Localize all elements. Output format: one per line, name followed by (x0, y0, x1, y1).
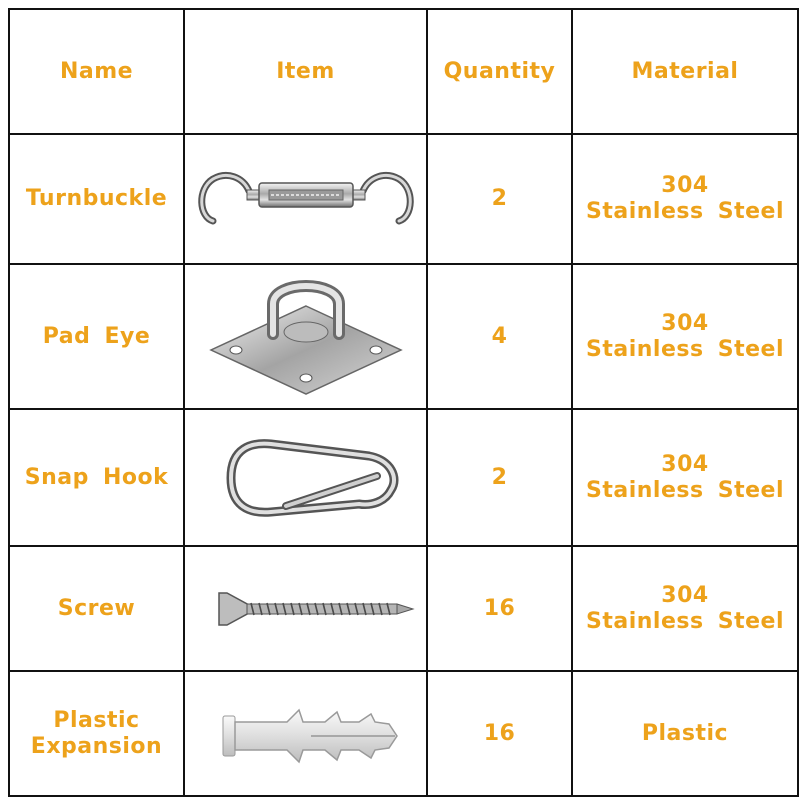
snap-hook-icon (191, 428, 421, 528)
table-row (9, 546, 798, 671)
row-quantity: 4 (427, 264, 572, 409)
row-material: Plastic (572, 671, 798, 796)
row-name: Snap Hook (9, 409, 184, 546)
pad-eye-icon (191, 272, 421, 402)
row-item (184, 134, 427, 264)
plastic-expansion-icon (191, 694, 421, 774)
turnbuckle-icon (191, 159, 421, 239)
row-material: 304 Stainless Steel (572, 409, 798, 546)
row-item (184, 264, 427, 409)
row-item (184, 409, 427, 546)
header-name: Name (9, 9, 184, 134)
table-row (9, 134, 798, 264)
header-material: Material (572, 9, 798, 134)
header-quantity: Quantity (427, 9, 572, 134)
row-quantity: 2 (427, 134, 572, 264)
row-name: Screw (9, 546, 184, 671)
row-material: 304 Stainless Steel (572, 264, 798, 409)
row-material: 304 Stainless Steel (572, 546, 798, 671)
row-name: Plastic Expansion (9, 671, 184, 796)
screw-icon (191, 579, 421, 639)
row-item (184, 671, 427, 796)
row-material: 304 Stainless Steel (572, 134, 798, 264)
row-name: Turnbuckle (9, 134, 184, 264)
header-item: Item (184, 9, 427, 134)
table-row (9, 671, 798, 796)
table-row (9, 264, 798, 409)
row-quantity: 16 (427, 546, 572, 671)
row-quantity: 2 (427, 409, 572, 546)
table-row (9, 409, 798, 546)
spec-table (8, 8, 799, 797)
row-item (184, 546, 427, 671)
row-name: Pad Eye (9, 264, 184, 409)
header-row (9, 9, 798, 134)
row-quantity: 16 (427, 671, 572, 796)
